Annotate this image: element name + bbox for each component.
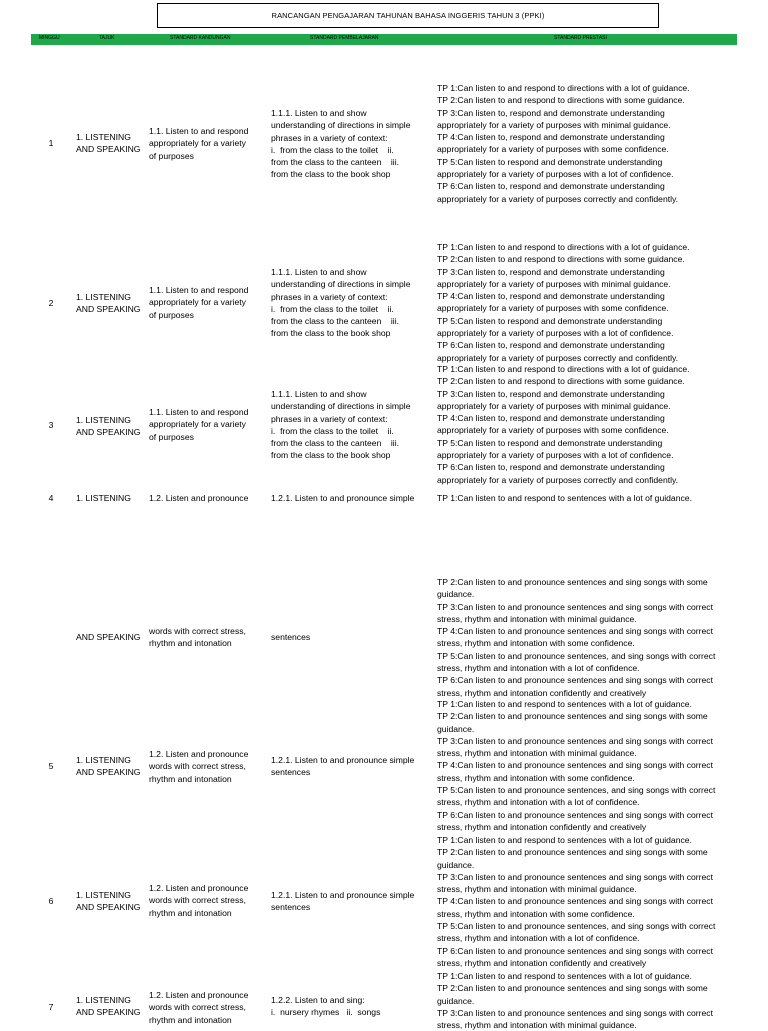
document-title: RANCANGAN PENGAJARAN TAHUNAN BAHASA INGGERIS TAHUN 3 (PPKI) — [157, 3, 659, 28]
kandungan-cell: 1.1. Listen to and respond appropriately for a variety of purposes — [149, 407, 249, 442]
tajuk-cell: 1. LISTENING AND SPEAKING — [76, 132, 141, 155]
week-number: 2 — [48, 298, 54, 308]
pembelajaran-cell: 1.1.1. Listen to and show understanding of directions in simple phrases in a variety of context: i. from the class to the toilet ii. from the class to the canteen iii. from the class to the book shop — [271, 267, 411, 339]
pembelajaran-cell: 1.1.1. Listen to and show understanding of directions in simple phrases in a variety of context: i. from the class to the toilet ii. from the class to the canteen iii. from the class to the book shop — [271, 108, 411, 180]
tajuk-cell: 1. LISTENING AND SPEAKING — [76, 995, 141, 1018]
kandungan-cell: 1.2. Listen and pronounce — [149, 493, 249, 503]
header-standard-prestasi: STANDARD PRESTASI — [554, 35, 607, 41]
header-tajuk: TAJUK — [99, 35, 115, 41]
kandungan-cell: 1.1. Listen to and respond appropriately for a variety of purposes — [149, 285, 249, 320]
week-number: 3 — [48, 420, 54, 430]
prestasi-cell: TP 1:Can listen to and respond to sentences with a lot of guidance. TP 2:Can listen to and pronounce sentences and sing songs with some guidance. TP 3:Can listen to and pronounce sentences and sing songs with correct stress, rhythm and intonation with minimal guidance. — [437, 971, 713, 1031]
prestasi-cell: TP 1:Can listen to and respond to directions with a lot of guidance. TP 2:Can listen to and respond to directions with some guidance. TP 3:Can listen to, respond and demonstrate understanding appropriately for a variety of purposes with minimal guidance. TP 4:Can listen to, respond and demonstrate understanding appropriately for a variety of purposes with some confidence. TP 5:Can listen to respond and demonstrate understanding appropriately for a variety of purposes with a lot of confidence. TP 6:Can listen to, respond and demonstrate understanding appropriately for a variety of purposes correctly and confidently. — [437, 364, 690, 485]
kandungan-cell: 1.2. Listen and pronounce words with correct stress, rhythm and intonation — [149, 990, 249, 1025]
prestasi-cell: TP 1:Can listen to and respond to sentences with a lot of guidance. — [437, 493, 692, 503]
header-standard-kandungan: STANDARD KANDUNGAN — [170, 35, 231, 41]
table-header — [31, 34, 737, 45]
pembelajaran-cell: 1.2.1. Listen to and pronounce simple — [271, 493, 415, 503]
tajuk-cell: 1. LISTENING AND SPEAKING — [76, 755, 141, 778]
prestasi-cell: TP 1:Can listen to and respond to sentences with a lot of guidance. TP 2:Can listen to and pronounce sentences and sing songs with some guidance. TP 3:Can listen to and pronounce sentences and sing songs with correct stress, rhythm and intonation with minimal guidance. TP 4:Can listen to and pronounce sentences and sing songs with correct stress, rhythm and intonation with some confidence. TP 5:Can listen to and pronounce sentences, and sing songs with correct stress, rhythm and intonation with a lot of confidence. TP 6:Can listen to and pronounce sentences and sing songs with correct stress, rhythm and intonation confidently and creatively — [437, 699, 716, 832]
tajuk-cell: AND SPEAKING — [76, 632, 141, 642]
prestasi-cell: TP 1:Can listen to and respond to directions with a lot of guidance. TP 2:Can listen to and respond to directions with some guidance. TP 3:Can listen to, respond and demonstrate understanding appropriately for a variety of purposes with minimal guidance. TP 4:Can listen to, respond and demonstrate understanding appropriately for a variety of purposes with some confidence. TP 5:Can listen to respond and demonstrate understanding appropriately for a variety of purposes with a lot of confidence. TP 6:Can listen to, respond and demonstrate understanding appropriately for a variety of purposes correctly and confidently. — [437, 242, 690, 363]
tajuk-cell: 1. LISTENING — [76, 493, 131, 503]
week-number: 5 — [48, 761, 54, 771]
pembelajaran-cell: sentences — [271, 632, 311, 642]
pembelajaran-cell: 1.2.1. Listen to and pronounce simple sentences — [271, 755, 415, 778]
week-number: 7 — [48, 1002, 54, 1012]
pembelajaran-cell: 1.1.1. Listen to and show understanding of directions in simple phrases in a variety of context: i. from the class to the toilet ii. from the class to the canteen iii. from the class to the book shop — [271, 389, 411, 461]
tajuk-cell: 1. LISTENING AND SPEAKING — [76, 415, 141, 438]
week-number: 6 — [48, 896, 54, 906]
kandungan-cell: 1.2. Listen and pronounce words with correct stress, rhythm and intonation — [149, 883, 249, 918]
tajuk-cell: 1. LISTENING AND SPEAKING — [76, 292, 141, 315]
tajuk-cell: 1. LISTENING AND SPEAKING — [76, 890, 141, 913]
header-minggu: MINGGU — [39, 35, 60, 41]
pembelajaran-cell: 1.2.2. Listen to and sing: i. nursery rhymes ii. songs — [271, 995, 381, 1018]
prestasi-cell: TP 1:Can listen to and respond to sentences with a lot of guidance. TP 2:Can listen to and pronounce sentences and sing songs with some guidance. TP 3:Can listen to and pronounce sentences and sing songs with correct stress, rhythm and intonation with minimal guidance. TP 4:Can listen to and pronounce sentences and sing songs with correct stress, rhythm and intonation with some confidence. TP 5:Can listen to and pronounce sentences, and sing songs with correct stress, rhythm and intonation with a lot of confidence. TP 6:Can listen to and pronounce sentences and sing songs with correct stress, rhythm and intonation confidently and creatively — [437, 835, 716, 968]
kandungan-cell: words with correct stress, rhythm and intonation — [149, 626, 246, 649]
pembelajaran-cell: 1.2.1. Listen to and pronounce simple sentences — [271, 890, 415, 913]
week-number: 1 — [48, 138, 54, 148]
header-standard-pembelajaran: STANDARD PEMBELAJARAN — [310, 35, 379, 41]
kandungan-cell: 1.1. Listen to and respond appropriately for a variety of purposes — [149, 126, 249, 161]
week-number: 4 — [48, 493, 54, 503]
prestasi-cell: TP 2:Can listen to and pronounce sentences and sing songs with some guidance. TP 3:Can listen to and pronounce sentences and sing songs with correct stress, rhythm and intonation with minimal guidance. TP 4:Can listen to and pronounce sentences and sing songs with correct stress, rhythm and intonation with some confidence. TP 5:Can listen to and pronounce sentences, and sing songs with correct stress, rhythm and intonation with a lot of confidence. TP 6:Can listen to and pronounce sentences and sing songs with correct stress, rhythm and intonation confidently and creatively — [437, 577, 716, 698]
kandungan-cell: 1.2. Listen and pronounce words with correct stress, rhythm and intonation — [149, 749, 249, 784]
prestasi-cell: TP 1:Can listen to and respond to directions with a lot of guidance. TP 2:Can listen to and respond to directions with some guidance. TP 3:Can listen to, respond and demonstrate understanding appropriately for a variety of purposes with minimal guidance. TP 4:Can listen to, respond and demonstrate understanding appropriately for a variety of purposes with some confidence. TP 5:Can listen to respond and demonstrate understanding appropriately for a variety of purposes with a lot of confidence. TP 6:Can listen to, respond and demonstrate understanding appropriately for a variety of purposes correctly and confidently. — [437, 83, 690, 204]
